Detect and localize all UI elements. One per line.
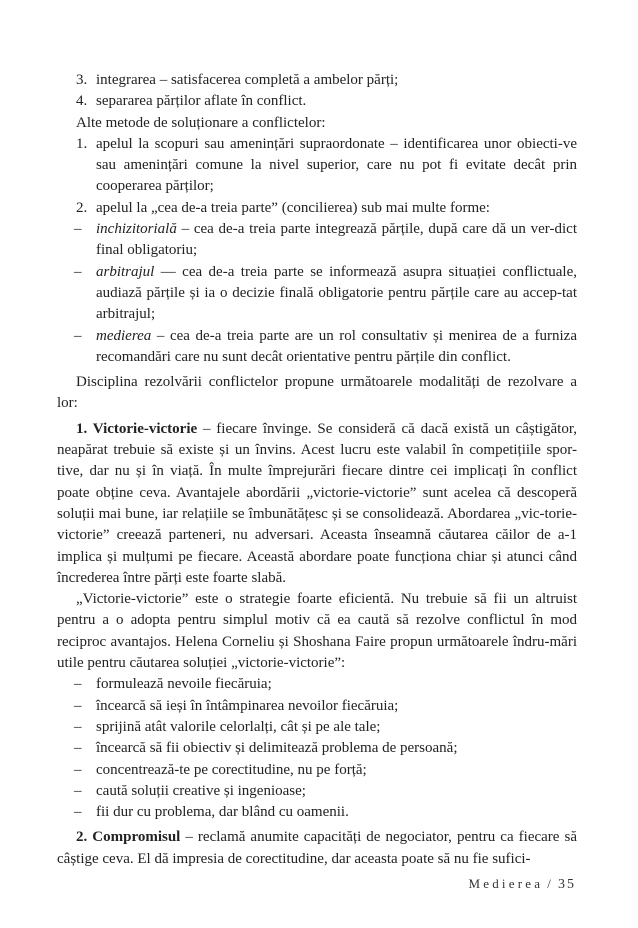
list-item: 3. integrarea – satisfacerea completă a ambelor părți; [76,72,399,88]
list-item: – caută soluții creative și ingenioase; [74,782,306,799]
list-item: – încearcă să fii obiectiv și delimitează problema de persoană; [74,740,458,757]
list-item: – fii dur cu problema, dar blând cu oamenii. [74,804,349,821]
guidelines-list [57,674,577,823]
other-methods-title: Alte metode de soluționare a conflictelor: [76,114,326,131]
compromise-paragraph: 2. Compromisul – reclamă anumite capacități de negociator, pentru ca fiecare să câștige ceva. El dă impresia de corectitudine, dar aceasta poate să nu fie sufici- [57,829,577,867]
page-number: 35 [558,877,576,892]
list-item: 4. separarea părților aflate în conflict. [76,93,307,110]
term-inchizitoriala: inchizitorială [96,221,177,238]
other-methods-list [57,134,577,219]
list-item-text: apelul la „cea de-a treia parte” (concilierea) sub mai multe forme: [96,199,490,216]
compromise-heading: 2. Compromisul [76,829,181,846]
list-item: 1. apelul la scopuri sau amenințări supraordonate – identificarea unor obiecti-ve sau amenințări comune la nivel superior, care nu pot fi evitate decât prin cooperarea părților; [76,135,577,195]
list-item: – formulează nevoile fiecăruia; [74,676,272,693]
footer-separator: / [547,876,554,891]
list-item: – încearcă să ieși în întâmpinarea nevoilor fiecăruia; [74,697,399,714]
discipline-paragraph: Disciplina rezolvării conflictelor propune următoarele modalități de rezolvare a lor: [57,374,577,412]
term-arbitrajul: arbitrajul [96,263,155,280]
list-item-text: integrarea – satisfacerea completă a ambelor părți; [96,72,399,88]
list-item-text: apelul la scopuri sau amenințări supraordonate – identificarea unor obiecti-ve sau amenințări comune la nivel superior, care nu pot fi evitate decât prin cooperarea părților; [96,135,577,195]
list-item: – concentrează-te pe corectitudine, nu pe forță; [74,761,367,778]
integration-list [57,70,577,113]
page-footer [469,876,577,893]
victory-heading: 1. Victorie-victorie [76,420,198,437]
victory-paragraph: 1. Victorie-victorie – fiecare învinge. Se consideră că dacă există un câștigător, neapărat trebuie să existe și un învins. Acest lucru este valabil în competițiile spor-tive, dar nu și în viață. În multe împrejurări fiecare dintre cei implicați în conflict poate obține ceva. Avantajele abordării „victorie-victorie” sunt acelea că descoperă soluții mai bune, iar relațiile se îmbunătățesc și se consolidează. Abordarea „vic-torie-victorie” creează parteneri, nu adversari. Aceasta înseamnă căutarea căilor de a-1 implica și mulțumi pe fiecare. Această abordare poate funcționa chiar și atunci când încrederea între părți este foarte slabă. [57,420,577,586]
document-page [57,70,577,870]
list-item: – sprijină atât valorile celorlalți, cât și pe ale tale; [74,718,381,735]
third-party-forms-list [57,219,577,368]
list-item: – medierea – cea de-a treia parte are un rol consultativ și menirea de a furniza recomandări care nu sunt decât orientative pentru părțile din conflict. [74,327,577,365]
list-item: – arbitrajul — cea de-a treia parte se informează asupra situației conflictuale, audiază părțile și ia o decizie finală obligatorie pentru părțile care au accep-tat arbitrajul; [74,263,577,323]
strategy-paragraph: „Victorie-victorie” este o strategie foarte eficientă. Nu trebuie să fii un altruist pentru a o adopta pentru simplul motiv că ea caută să rezolve conflictul în mod reciproc avantajos. Helena Corneliu și Shoshana Faire propun următoarele îndru-mări utile pentru căutarea soluției „victorie-victorie”: [57,591,577,672]
list-item-text: separarea părților aflate în conflict. [96,93,307,110]
list-item: 2. apelul la „cea de-a treia parte” (concilierea) sub mai multe forme: [76,199,490,216]
term-medierea: medierea [96,327,152,344]
list-item: – inchizitorială – cea de-a treia parte integrează părțile, după care dă un ver-dict final obligatoriu; [74,221,577,259]
running-title: Medierea [468,876,544,891]
